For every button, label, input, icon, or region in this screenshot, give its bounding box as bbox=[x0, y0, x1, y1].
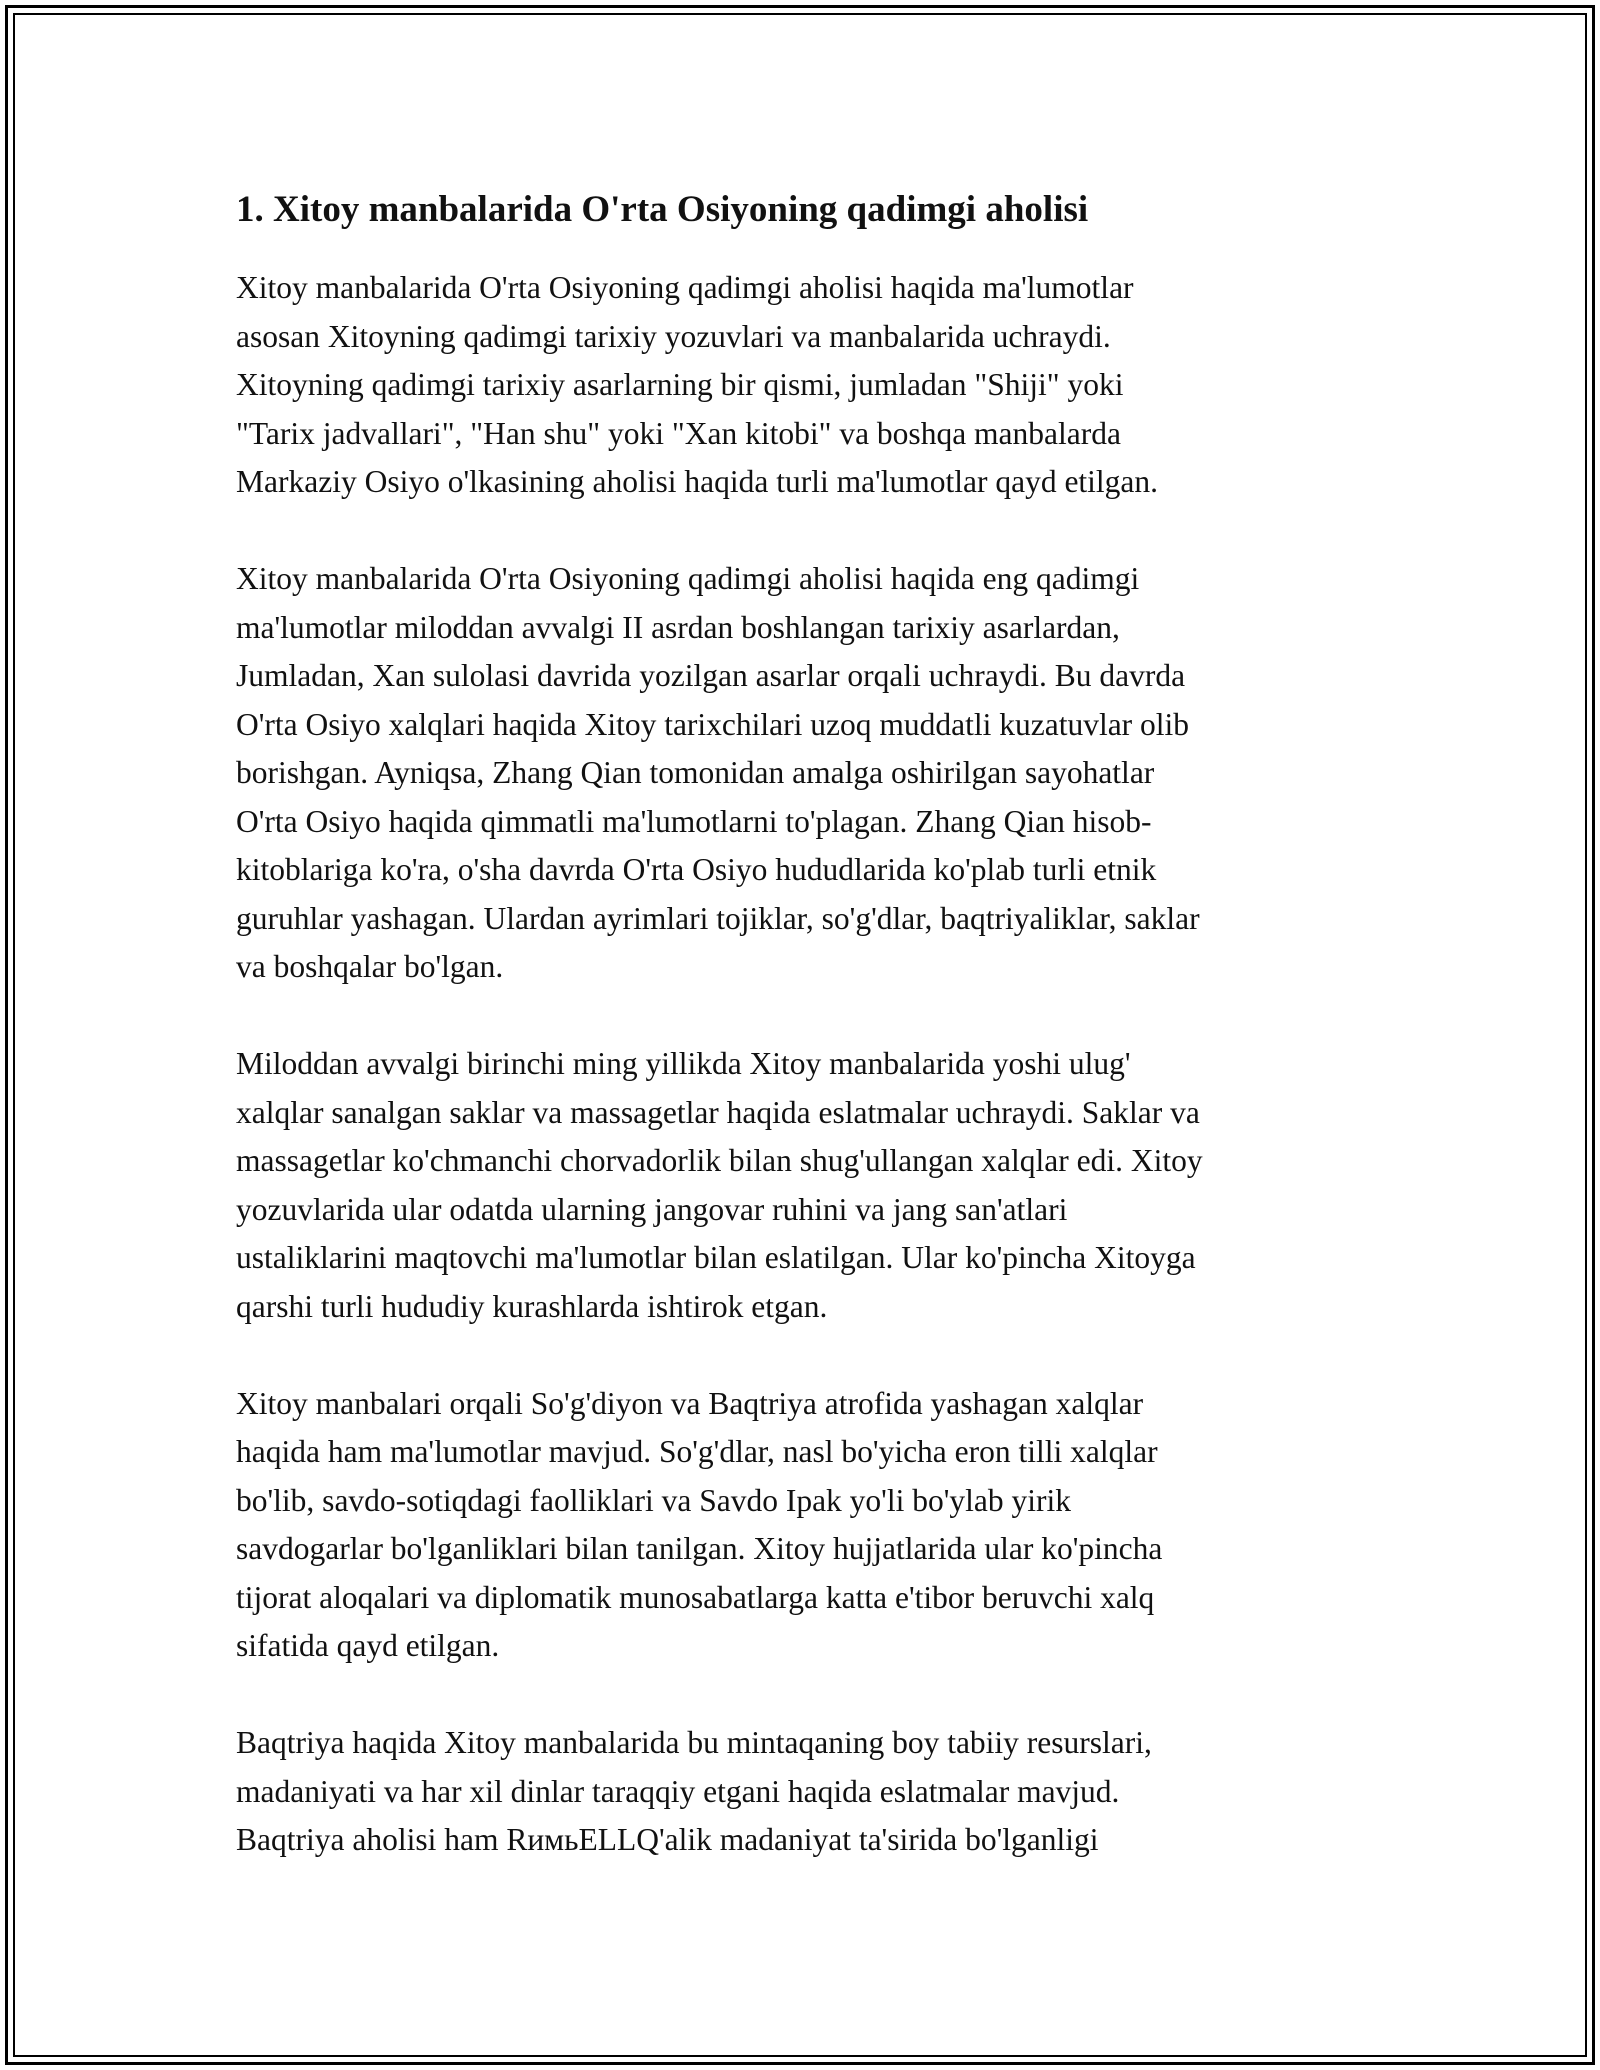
text-line: guruhlar yashagan. Ulardan ayrimlari tojiklar, so'g'dlar, baqtriyaliklar, saklar bbox=[236, 900, 1200, 936]
text-line: xalqlar sanalgan saklar va massagetlar haqida eslatmalar uchraydi. Saklar va bbox=[236, 1094, 1200, 1130]
text-line: Xitoyning qadimgi tarixiy asarlarning bir qismi, jumladan "Shiji" yoki bbox=[236, 367, 1124, 402]
text-line: "Tarix jadvallari", "Han shu" yoki "Xan kitobi" va boshqa manbalarda bbox=[236, 415, 1121, 451]
text-line: Miloddan avvalgi birinchi ming yillikda Xitoy manbalarida yoshi ulug' bbox=[236, 1046, 1131, 1081]
text-line: Xitoy manbalari orqali So'g'diyon va Baqtriya atrofida yashagan xalqlar bbox=[236, 1385, 1144, 1421]
text-line: borishgan. Ayniqsa, Zhang Qian tomonidan amalga oshirilgan sayohatlar bbox=[236, 755, 1155, 790]
text-line: asosan Xitoyning qadimgi tarixiy yozuvlari va manbalarida uchraydi. bbox=[236, 318, 1111, 354]
text-line: bo'lib, savdo-sotiqdagi faolliklari va Savdo Ipak yo'li bo'ylab yirik bbox=[236, 1482, 1072, 1518]
text-line: O'rta Osiyo haqida qimmatli ma'lumotlarni to'plagan. Zhang Qian hisob- bbox=[236, 803, 1152, 839]
text-line: Xitoy manbalarida O'rta Osiyoning qadimgi aholisi haqida ma'lumotlar bbox=[236, 270, 1134, 305]
paragraph-2 bbox=[236, 555, 1366, 992]
text-line: tijorat aloqalari va diplomatik munosabatlarga katta e'tibor beruvchi xalq bbox=[236, 1579, 1155, 1615]
text-line: massagetlar ko'chmanchi chorvadorlik bilan shug'ullangan xalqlar edi. Xitoy bbox=[236, 1143, 1203, 1178]
text-line: yozuvlarida ular odatda ularning jangovar ruhini va jang san'atlari bbox=[236, 1191, 1068, 1227]
text-line: Baqtriya haqida Xitoy manbalarida bu mintaqaning boy tabiiy resurslari, bbox=[236, 1725, 1152, 1760]
text-line: va boshqalar bo'lgan. bbox=[236, 949, 504, 984]
text-line: ustaliklarini maqtovchi ma'lumotlar bilan eslatilgan. Ular ko'pincha Xitoyga bbox=[236, 1240, 1196, 1275]
text-line: Jumladan, Xan sulolasi davrida yozilgan asarlar orqali uchraydi. Bu davrda bbox=[236, 658, 1186, 693]
paragraph-5 bbox=[236, 1719, 1366, 1865]
page-title: 1. Xitoy manbalarida O'rta Osiyoning qadimgi aholisi bbox=[236, 189, 1089, 230]
text-line: Xitoy manbalarida O'rta Osiyoning qadimgi aholisi haqida eng qadimgi bbox=[236, 561, 1140, 596]
text-line: O'rta Osiyo xalqlari haqida Xitoy tarixchilari uzoq muddatli kuzatuvlar olib bbox=[236, 706, 1190, 742]
text-line: madaniyati va har xil dinlar taraqqiy etgani haqida eslatmalar mavjud. bbox=[236, 1773, 1120, 1809]
text-line: savdogarlar bo'lganliklari bilan tanilgan. Xitoy hujjatlarida ular ko'pincha bbox=[236, 1531, 1163, 1566]
text-line: Markaziy Osiyo o'lkasining aholisi haqida turli ma'lumotlar qayd etilgan. bbox=[236, 464, 1159, 499]
paragraph-3 bbox=[236, 1040, 1366, 1331]
text-line: sifatida qayd etilgan. bbox=[236, 1628, 500, 1663]
text-line: haqida ham ma'lumotlar mavjud. So'g'dlar, nasl bo'yicha eron tilli xalqlar bbox=[236, 1434, 1158, 1469]
paragraph-1 bbox=[236, 264, 1366, 507]
text-line: Baqtriya aholisi ham RимьELLQ'alik madaniyat ta'sirida bo'lganligi bbox=[236, 1822, 1099, 1857]
paragraph-4 bbox=[236, 1380, 1366, 1671]
text-line: ma'lumotlar miloddan avvalgi II asrdan boshlangan tarixiy asarlardan, bbox=[236, 609, 1120, 645]
document-body bbox=[236, 184, 1366, 1913]
text-line: kitoblariga ko'ra, o'sha davrda O'rta Osiyo hududlarida ko'plab turli etnik bbox=[236, 852, 1157, 887]
text-line: qarshi turli hududiy kurashlarda ishtirok etgan. bbox=[236, 1288, 828, 1324]
